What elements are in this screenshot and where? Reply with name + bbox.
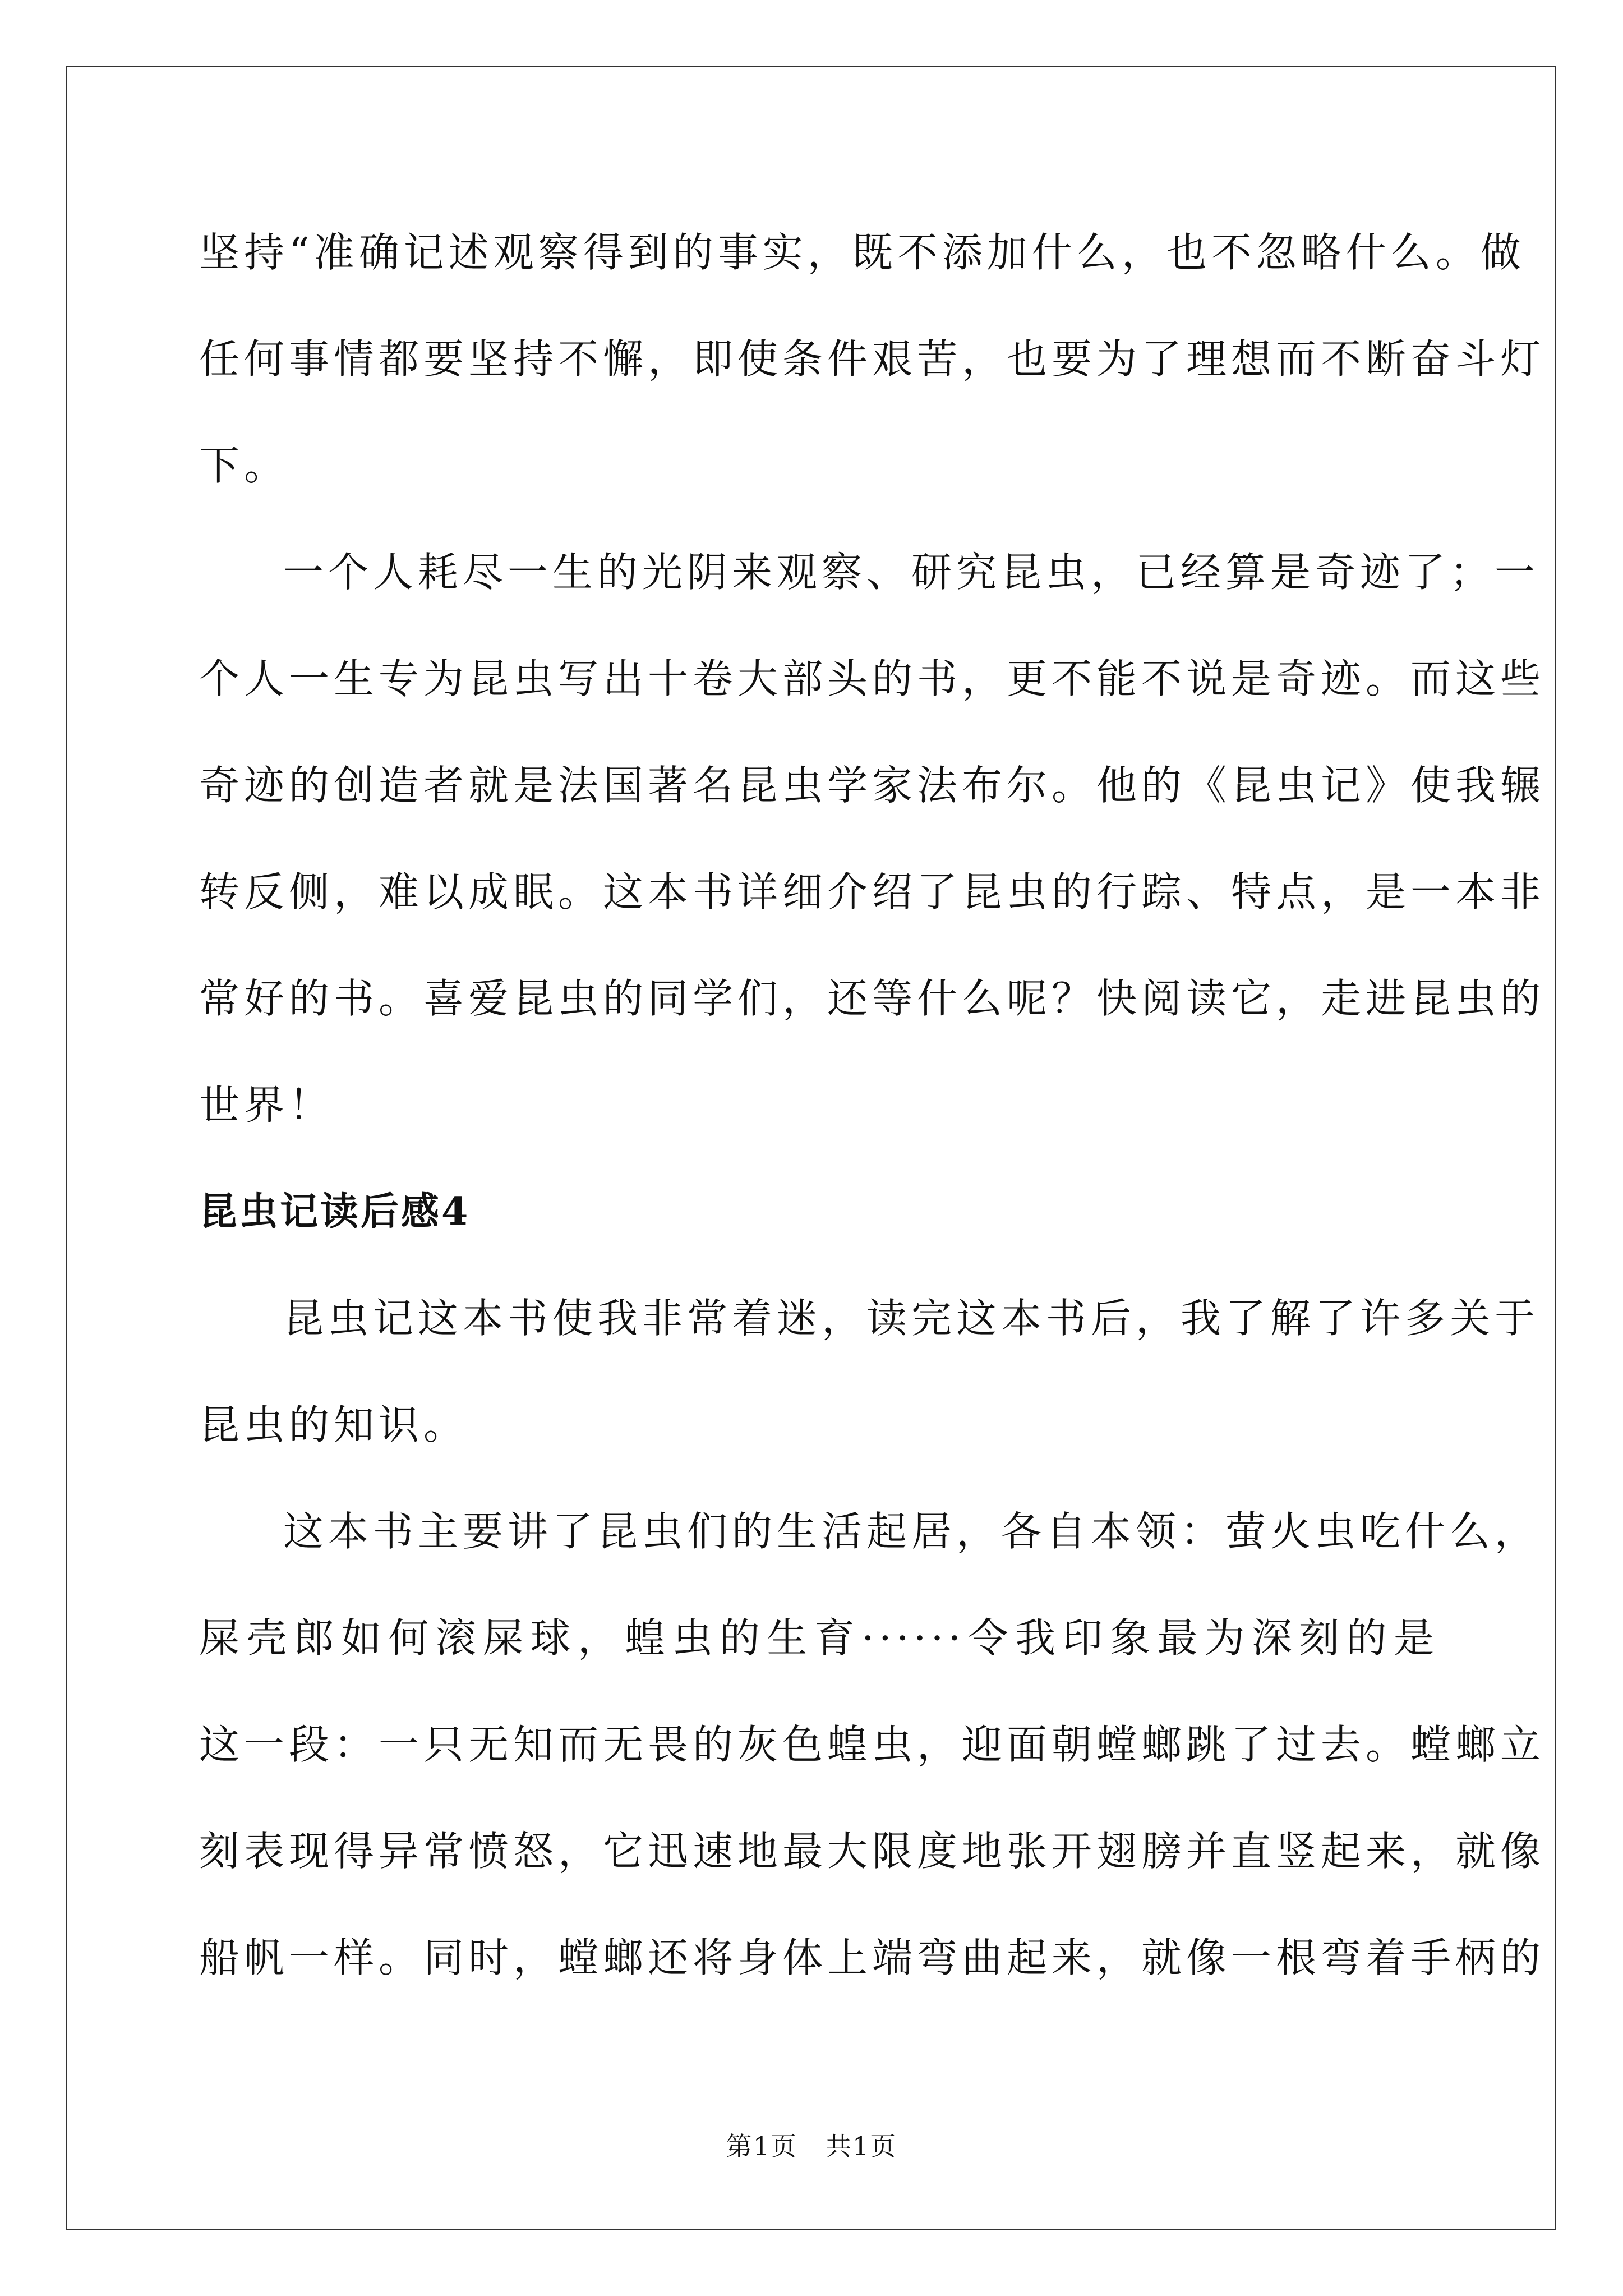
paragraph: [199, 1265, 1540, 1478]
paragraph: [199, 199, 1546, 519]
document-body: [199, 199, 1546, 2011]
text-line: 这一段：一只无知而无畏的灰色蝗虫，迎面朝螳螂跳了过去。螳螂立: [199, 1721, 1546, 1768]
page-footer: [0, 2126, 1623, 2163]
page-total: 共1页: [826, 2131, 897, 2161]
text-line: 坚持“准确记述观察得到的事实，既不添加什么，也不忽略什么。做: [199, 229, 1525, 276]
text-line: 屎壳郎如何滚屎球，蝗虫的生育······令我印象最为深刻的是: [199, 1614, 1438, 1662]
text-line: 奇迹的创造者就是法国著名昆虫学家法布尔。他的《昆虫记》使我辗: [199, 762, 1546, 809]
text-line: 船帆一样。同时，螳螂还将身体上端弯曲起来，就像一根弯着手柄的: [199, 1934, 1546, 1981]
text-line: 常好的书。喜爱昆虫的同学们，还等什么呢？快阅读它，走进昆虫的: [199, 975, 1546, 1022]
paragraph: [199, 1478, 1546, 2011]
section-heading: 昆虫记读后感4: [199, 1189, 471, 1234]
text-line: 世界！: [199, 1082, 334, 1129]
page-number: 第1页: [726, 2131, 797, 2161]
paragraph: [199, 519, 1546, 1158]
text-line: 一个人耗尽一生的光阴来观察、研究昆虫，已经算是奇迹了；一: [283, 549, 1540, 596]
text-line: 刻表现得异常愤怒，它迅速地最大限度地张开翅膀并直竖起来，就像: [199, 1828, 1546, 1875]
text-line: 昆虫的知识。: [199, 1401, 469, 1448]
text-line: 转反侧，难以成眠。这本书详细介绍了昆虫的行踪、特点，是一本非: [199, 868, 1546, 915]
text-line: 任何事情都要坚持不懈，即使条件艰苦，也要为了理想而不断奋斗灯: [199, 335, 1546, 383]
text-line: 这本书主要讲了昆虫们的生活起居，各自本领：萤火虫吃什么，: [283, 1508, 1540, 1555]
text-line: 下。: [199, 442, 289, 489]
text-line: 昆虫记这本书使我非常着迷，读完这本书后，我了解了许多关于: [283, 1295, 1540, 1342]
text-line: 个人一生专为昆虫写出十卷大部头的书，更不能不说是奇迹。而这些: [199, 655, 1546, 702]
